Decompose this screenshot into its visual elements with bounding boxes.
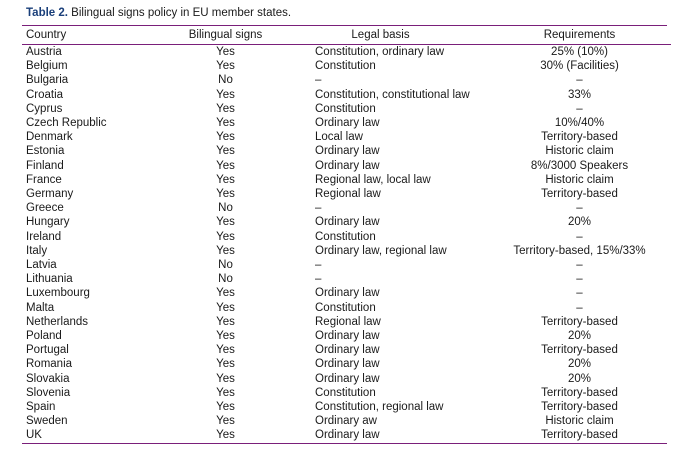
cell-bilingual-signs: Yes bbox=[216, 330, 235, 343]
table-row bbox=[22, 187, 671, 201]
cell-legal-basis: Regional law, local law bbox=[315, 173, 431, 186]
cell-requirements: 30% (Facilities) bbox=[540, 60, 619, 73]
cell-bilingual-signs: Yes bbox=[216, 145, 235, 158]
cell-bilingual-signs: No bbox=[218, 259, 233, 272]
cell-legal-basis: Ordinary law bbox=[315, 216, 380, 229]
table-row bbox=[22, 102, 671, 116]
cell-bilingual-signs: No bbox=[218, 273, 233, 286]
cell-bilingual-signs: Yes bbox=[216, 415, 235, 428]
cell-country: Austria bbox=[26, 46, 62, 58]
cell-bilingual-signs: Yes bbox=[216, 244, 235, 257]
cell-legal-basis: Constitution, ordinary law bbox=[315, 46, 445, 58]
cell-bilingual-signs: Yes bbox=[216, 88, 235, 101]
cell-country: Slovakia bbox=[26, 372, 70, 385]
table-row bbox=[22, 45, 671, 60]
cell-legal-basis: Ordinary law, regional law bbox=[315, 244, 447, 257]
cell-requirements: 8%/3000 Speakers bbox=[530, 159, 629, 172]
cell-country: Denmark bbox=[26, 131, 73, 144]
cell-country: Finland bbox=[26, 159, 64, 172]
header-requirements: Requirements bbox=[488, 26, 671, 45]
cell-country: Netherlands bbox=[26, 315, 89, 328]
cell-requirements: Territory-based bbox=[541, 386, 618, 399]
cell-requirements: Historic claim bbox=[545, 173, 614, 186]
table-caption-text: Bilingual signs policy in EU member states. bbox=[71, 7, 292, 19]
cell-legal-basis: Ordinary law bbox=[315, 330, 380, 343]
table-row bbox=[22, 244, 671, 258]
cell-legal-basis: Ordinary law bbox=[315, 344, 380, 357]
cell-country: UK bbox=[26, 429, 42, 442]
table-row bbox=[22, 130, 671, 144]
cell-bilingual-signs: Yes bbox=[216, 386, 235, 399]
table-row bbox=[22, 59, 671, 73]
cell-country: Bulgaria bbox=[26, 74, 69, 87]
cell-bilingual-signs: Yes bbox=[216, 230, 235, 243]
table-row bbox=[22, 357, 671, 371]
cell-requirements: 25% (10%) bbox=[551, 46, 608, 58]
cell-requirements: – bbox=[576, 259, 583, 272]
table-row bbox=[22, 73, 671, 87]
cell-requirements: Territory-based bbox=[541, 188, 618, 201]
cell-requirements: Territory-based, 15%/33% bbox=[513, 244, 646, 257]
table-row bbox=[22, 88, 671, 102]
cell-bilingual-signs: Yes bbox=[216, 46, 235, 58]
cell-country: Belgium bbox=[26, 60, 68, 73]
cell-requirements: – bbox=[576, 301, 583, 314]
table-row bbox=[22, 173, 671, 187]
cell-requirements: – bbox=[576, 202, 583, 215]
cell-legal-basis: Ordinary law bbox=[315, 145, 380, 158]
cell-country: Slovenia bbox=[26, 386, 71, 399]
cell-bilingual-signs: Yes bbox=[216, 372, 235, 385]
cell-requirements: Territory-based bbox=[541, 429, 618, 442]
cell-legal-basis: Constitution bbox=[315, 301, 376, 314]
cell-country: Hungary bbox=[26, 216, 70, 229]
cell-bilingual-signs: Yes bbox=[216, 102, 235, 115]
cell-legal-basis: – bbox=[315, 202, 322, 215]
cell-legal-basis: Constitution bbox=[315, 386, 376, 399]
table-row bbox=[22, 144, 671, 158]
cell-legal-basis: Constitution, regional law bbox=[315, 401, 444, 414]
cell-country: Romania bbox=[26, 358, 73, 371]
cell-country: Luxembourg bbox=[26, 287, 90, 300]
header-bilingual-signs: Bilingual signs bbox=[178, 26, 273, 45]
cell-bilingual-signs: Yes bbox=[216, 131, 235, 144]
table-row bbox=[22, 386, 671, 400]
table-row bbox=[22, 286, 671, 300]
cell-country: Italy bbox=[26, 244, 48, 257]
table-row bbox=[22, 372, 671, 386]
cell-bilingual-signs: Yes bbox=[216, 117, 235, 130]
cell-requirements: 20% bbox=[567, 330, 592, 343]
cell-bilingual-signs: Yes bbox=[216, 188, 235, 201]
cell-country: Lithuania bbox=[26, 273, 73, 286]
table-row bbox=[22, 215, 671, 229]
header-legal-basis: Legal basis bbox=[273, 26, 488, 45]
cell-legal-basis: Constitution bbox=[315, 60, 376, 73]
table-bottom-rule bbox=[22, 443, 667, 444]
table-caption-label: Table 2. bbox=[26, 7, 68, 19]
cell-requirements: – bbox=[576, 230, 583, 243]
table-row bbox=[22, 315, 671, 329]
cell-requirements: – bbox=[576, 102, 583, 115]
cell-country: Spain bbox=[26, 401, 56, 414]
cell-requirements: 33% bbox=[567, 88, 592, 101]
cell-requirements: 20% bbox=[567, 358, 592, 371]
table-row bbox=[22, 201, 671, 215]
cell-bilingual-signs: Yes bbox=[216, 60, 235, 73]
cell-country: Cyprus bbox=[26, 102, 63, 115]
cell-legal-basis: Regional law bbox=[315, 315, 381, 328]
cell-requirements: Territory-based bbox=[541, 344, 618, 357]
cell-bilingual-signs: Yes bbox=[216, 315, 235, 328]
cell-legal-basis: Ordinary law bbox=[315, 117, 380, 130]
cell-requirements: 20% bbox=[567, 216, 592, 229]
cell-country: Germany bbox=[26, 188, 74, 201]
header-country: Country bbox=[22, 26, 178, 45]
cell-bilingual-signs: Yes bbox=[216, 401, 235, 414]
cell-bilingual-signs: Yes bbox=[216, 344, 235, 357]
cell-requirements: Territory-based bbox=[541, 401, 618, 414]
cell-country: Malta bbox=[26, 301, 55, 314]
cell-bilingual-signs: Yes bbox=[216, 159, 235, 172]
table-caption bbox=[26, 6, 667, 21]
cell-requirements: Territory-based bbox=[541, 131, 618, 144]
cell-legal-basis: Ordinary law bbox=[315, 358, 380, 371]
cell-legal-basis: Ordinary law bbox=[315, 287, 380, 300]
table-body bbox=[22, 45, 671, 443]
cell-bilingual-signs: Yes bbox=[216, 173, 235, 186]
cell-legal-basis: Constitution bbox=[315, 102, 376, 115]
cell-legal-basis: Ordinary law bbox=[315, 159, 380, 172]
cell-requirements: Historic claim bbox=[545, 145, 614, 158]
cell-legal-basis: Local law bbox=[315, 131, 363, 144]
table-row bbox=[22, 414, 671, 428]
cell-requirements: – bbox=[576, 273, 583, 286]
cell-requirements: 20% bbox=[567, 372, 592, 385]
cell-country: Poland bbox=[26, 330, 62, 343]
header-row bbox=[22, 26, 671, 45]
table-row bbox=[22, 230, 671, 244]
cell-legal-basis: Ordinary aw bbox=[315, 415, 377, 428]
cell-requirements: Historic claim bbox=[545, 415, 614, 428]
cell-legal-basis: Constitution, constitutional law bbox=[315, 88, 470, 101]
cell-legal-basis: Ordinary law bbox=[315, 372, 380, 385]
cell-bilingual-signs: Yes bbox=[216, 287, 235, 300]
table-row bbox=[22, 116, 671, 130]
cell-country: Estonia bbox=[26, 145, 65, 158]
cell-country: Greece bbox=[26, 202, 64, 215]
table-row bbox=[22, 258, 671, 272]
cell-legal-basis: – bbox=[315, 74, 322, 87]
cell-requirements: Territory-based bbox=[541, 315, 618, 328]
cell-legal-basis: – bbox=[315, 259, 322, 272]
cell-country: Sweden bbox=[26, 415, 68, 428]
table-row bbox=[22, 343, 671, 357]
table-row bbox=[22, 428, 671, 442]
cell-legal-basis: Ordinary law bbox=[315, 429, 380, 442]
table-row bbox=[22, 329, 671, 343]
cell-country: France bbox=[26, 173, 62, 186]
table-row bbox=[22, 272, 671, 286]
table-row bbox=[22, 159, 671, 173]
cell-bilingual-signs: No bbox=[218, 202, 233, 215]
cell-requirements: 10%/40% bbox=[554, 117, 605, 130]
cell-requirements: – bbox=[576, 74, 583, 87]
cell-country: Czech Republic bbox=[26, 117, 107, 130]
table-row bbox=[22, 400, 671, 414]
cell-country: Croatia bbox=[26, 88, 64, 101]
cell-bilingual-signs: Yes bbox=[216, 358, 235, 371]
cell-country: Portugal bbox=[26, 344, 69, 357]
cell-country: Ireland bbox=[26, 230, 62, 243]
cell-bilingual-signs: Yes bbox=[216, 301, 235, 314]
cell-legal-basis: Constitution bbox=[315, 230, 376, 243]
cell-bilingual-signs: Yes bbox=[216, 216, 235, 229]
cell-bilingual-signs: Yes bbox=[216, 429, 235, 442]
cell-country: Latvia bbox=[26, 259, 57, 272]
document bbox=[22, 6, 667, 444]
cell-legal-basis: Regional law bbox=[315, 188, 381, 201]
cell-bilingual-signs: No bbox=[218, 74, 233, 87]
table-header bbox=[22, 26, 671, 45]
policy-table bbox=[22, 26, 671, 443]
cell-legal-basis: – bbox=[315, 273, 322, 286]
table-row bbox=[22, 301, 671, 315]
cell-requirements: – bbox=[576, 287, 583, 300]
